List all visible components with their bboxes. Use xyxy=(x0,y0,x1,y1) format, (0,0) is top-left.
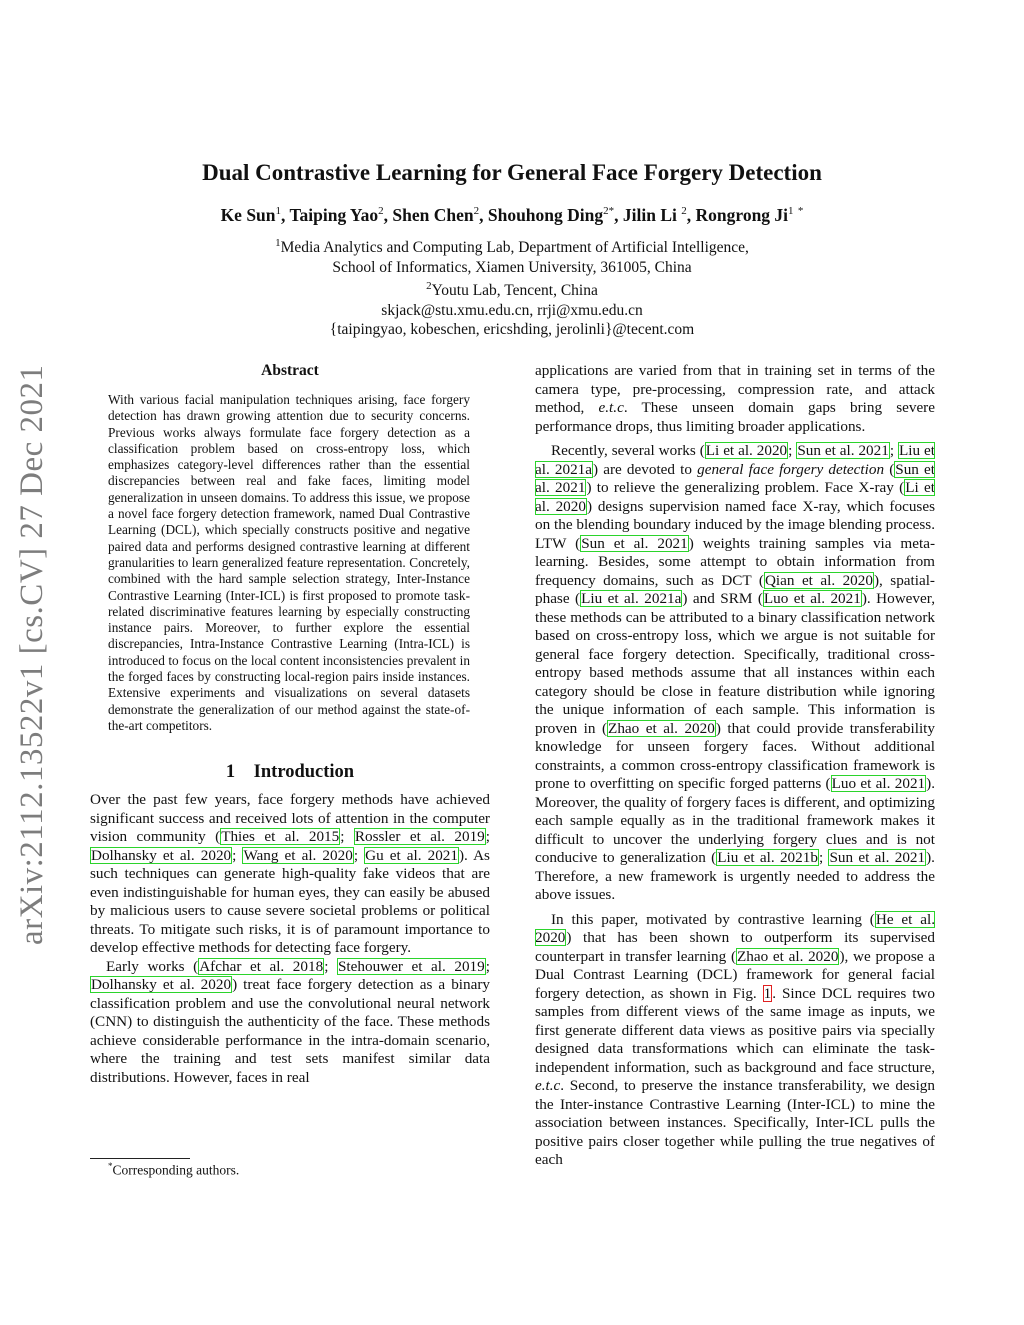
citation-link[interactable]: Rossler et al. 2019 xyxy=(354,828,485,846)
citation-link[interactable]: Sun et al. 2021 xyxy=(581,534,688,552)
citation-link[interactable]: Sun et al. 2021 xyxy=(535,460,935,496)
author-name: Ke Sun xyxy=(220,205,276,225)
citation-link[interactable]: Afchar et al. 2018 xyxy=(199,957,324,975)
citation-link[interactable]: Sun et al. 2021 xyxy=(829,849,926,866)
paragraph: Recently, several works (Li et al. 2020; Sun et al. 2021; Liu et al. 2021a) are devoted to general face forgery detection (Sun et al. 2021) to relieve the generalizing problem. Face X-ray (Li et al. 2020) designs supervision named face X-ray, which focuses on the blending boundary induced by the image blending process. LTW (Sun et al. 2021) weights training samples via meta-learning. Besides, some attempt to obtain information from frequency domains, such as DCT (Qian et al. 2020), spatial-phase (Liu et al. 2021a) and SRM (Luo et al. 2021). However, these methods can be attributed to a binary classification network based on cross-entropy loss, which we argue is not suitable for general face forgery detection. Specifically, traditional cross-entropy based methods assume that all instances within each category should be close in feature distribution while ignoring the unique information of each sample. This information is proven in (Zhao et al. 2020) that could provide transferability knowledge for unseen forgery faces. Without additional constraints, a common cross-entropy classification framework is prone to overfitting on specific forged patterns (Luo et al. 2021). Moreover, the quality of forgery faces is different, and optimizing each sample equally as in the traditional framework makes it difficult to uncover the underlying forgery clues and is not conducive to generalization (Liu et al. 2021b; Sun et al. 2021). Therefore, a new framework is urgently needed to address the above issues. xyxy=(535,442,936,903)
affil-marker: 2* xyxy=(603,205,615,218)
corresponding-marker: * xyxy=(797,205,804,218)
citation-link[interactable]: Zhao et al. 2020 xyxy=(737,947,839,965)
citation-link[interactable]: Thies et al. 2015 xyxy=(221,828,340,846)
email-line: {taipingyao, kobeschen, ericshding, jerolinli}@tecent.com xyxy=(329,321,695,339)
affil-marker: 2 xyxy=(426,280,432,293)
footnote-divider xyxy=(90,1158,190,1159)
citation-link[interactable]: Liu et al. 2021b xyxy=(717,849,818,866)
paragraph: Early works (Afchar et al. 2018; Stehouwer et al. 2019; Dolhansky et al. 2020) treat face forgery detection as a binary classification problem and use the convolutional neural network (CNN) to distinguish the authenticity of the face. These methods achieve considerable performance in the intra-domain scenario, where the training and test sets manifest similar data distributions. However, faces in real xyxy=(90,957,491,1086)
affiliation-line xyxy=(120,277,904,301)
citation-link[interactable]: Li et al. 2020 xyxy=(705,442,788,459)
paper-title: Dual Contrastive Learning for General Face Forgery Detection xyxy=(202,160,822,185)
paragraph: applications are varied from that in training set in terms of the camera type, pre-processing, compression rate, and attack method, e.t.c. These unseen domain gaps bring severe performance drops, thus limiting broader applications. xyxy=(535,362,935,435)
author-name: Rongrong Ji xyxy=(695,205,789,225)
citation-link[interactable]: Li et al. 2020 xyxy=(535,479,935,515)
author-name: Taiping Yao xyxy=(289,205,379,225)
affiliation-line: School of Informatics, Xiamen University, 361005, China xyxy=(332,258,692,276)
footnote xyxy=(108,1161,239,1179)
affiliation-line xyxy=(120,234,904,258)
citation-link[interactable]: Sun et al. 2021 xyxy=(797,442,889,459)
section-number: 1 xyxy=(225,762,236,783)
affiliation-text: Media Analytics and Computing Lab, Department of Artificial Intelligence, xyxy=(280,239,749,257)
footnote-text: Corresponding authors. xyxy=(112,1162,240,1178)
right-column xyxy=(535,362,935,1176)
author-list: Ke Sun$^1$, Taiping Yao$^2$, Shen Chen$^2$, Shouhong Ding$^{2*}$, Jilin Li $^2$, Rongrong Ji$^1$ * xyxy=(220,205,804,225)
citation-link[interactable]: Luo et al. 2021 xyxy=(831,775,926,792)
paragraph: Over the past few years, face forgery methods have achieved significant success and received lots of attention in the computer vision community (Thies et al. 2015; Rossler et al. 2019; Dolhansky et al. 2020; Wang et al. 2020; Gu et al. 2021). As such techniques can generate high-quality fake videos that are even indistinguishable for human eyes, they can easily be abused by malicious users to cause severe societal problems or political threats. To mitigate such risks, it is of paramount importance to develop effective methods for detecting face forgery. xyxy=(90,791,490,957)
citation-link[interactable]: Wang et al. 2020 xyxy=(243,846,353,864)
affil-marker: 1 xyxy=(275,237,281,249)
affil-marker: 2 xyxy=(473,205,480,218)
author-name: Shouhong Ding xyxy=(487,205,604,225)
citation-link[interactable]: Zhao et al. 2020 xyxy=(608,719,715,737)
section-title: Introduction xyxy=(253,762,355,783)
affiliation-text: Youtu Lab, Tencent, China xyxy=(431,282,598,300)
left-column xyxy=(90,362,490,1087)
affil-marker: 1 xyxy=(275,205,282,218)
affil-marker: 2 xyxy=(378,205,384,218)
affil-marker: 2 xyxy=(681,205,687,218)
citation-link[interactable]: Dolhansky et al. 2020 xyxy=(91,846,232,864)
citation-link[interactable]: Luo et al. 2021 xyxy=(763,590,861,607)
citation-link[interactable]: Dolhansky et al. 2020 xyxy=(91,976,232,994)
citation-link[interactable]: Liu et al. 2021a xyxy=(581,590,682,607)
author-name: Shen Chen xyxy=(392,205,474,225)
citation-link[interactable]: He et al. 2020 xyxy=(535,910,935,946)
section-heading xyxy=(90,762,490,783)
footnote-marker: * xyxy=(108,1161,113,1171)
author-name: Jilin Li xyxy=(622,205,677,225)
abstract-heading: Abstract xyxy=(261,362,319,379)
email-line: skjack@stu.xmu.edu.cn, rrji@xmu.edu.cn xyxy=(381,301,643,319)
figure-reference-link[interactable]: 1 xyxy=(763,984,772,1002)
citation-link[interactable]: Qian et al. 2020 xyxy=(764,571,873,589)
citation-link[interactable]: Stehouwer et al. 2019 xyxy=(337,957,485,975)
affiliations xyxy=(120,234,904,340)
abstract-text: With various facial manipulation techniques arising, face forgery detection has drawn growing attention due to security concerns. Previous works always formulate face forgery detection as a classification problem based on cross-entropy loss, which emphasizes category-level differences rather than the essential discrepancies between real and fake faces, limiting model generalization in unseen domains. To address this issue, we propose a novel face forgery detection framework, named Dual Contrastive Learning (DCL), which specially constructs positive and negative paired data and performs designed contrastive learning at different granularities to learn generalized feature representation. Concretely, combined with the hard sample selection strategy, Inter-Instance Contrastive Learning (Inter-ICL) is first proposed to promote task-related discriminative features learning by especially constructing instance pairs. Moreover, to further explore the essential discrepancies, Intra-Instance Contrastive Learning (Intra-ICL) is introduced to focus on the local content inconsistencies prevalent in the forged faces by constructing local-region pairs inside instances. Extensive experiments and visualizations on several datasets demonstrate the generalization of our method against the state-of-the-art competitors. xyxy=(108,392,470,733)
citation-link[interactable]: Liu et al. 2021a xyxy=(535,442,935,478)
citation-link[interactable]: Gu et al. 2021 xyxy=(365,846,458,864)
arxiv-identifier: arXiv:2112.13522v1 [cs.CV] 27 Dec 2021 xyxy=(14,364,50,945)
paragraph: In this paper, motivated by contrastive learning (He et al. 2020) that has been shown to outperform its supervised counterpart in transfer learning (Zhao et al. 2020), we propose a Dual Contrast Learning (DCL) framework for general facial forgery detection, as shown in Fig. 1. Since DCL requires two samples from different views of the same image as inputs, we first generate different data views as positive pairs via specially designed data transformations which can eliminate the task-independent information, such as background and face structure, e.t.c. Second, to preserve the instance transferability, we design the Inter-instance Contrastive Learning (Inter-ICL) to mine the association between instances. Specifically, Inter-ICL pulls the positive pairs closer together while pulling the true negatives of each xyxy=(535,910,935,1168)
affil-marker: 1 xyxy=(788,205,794,218)
